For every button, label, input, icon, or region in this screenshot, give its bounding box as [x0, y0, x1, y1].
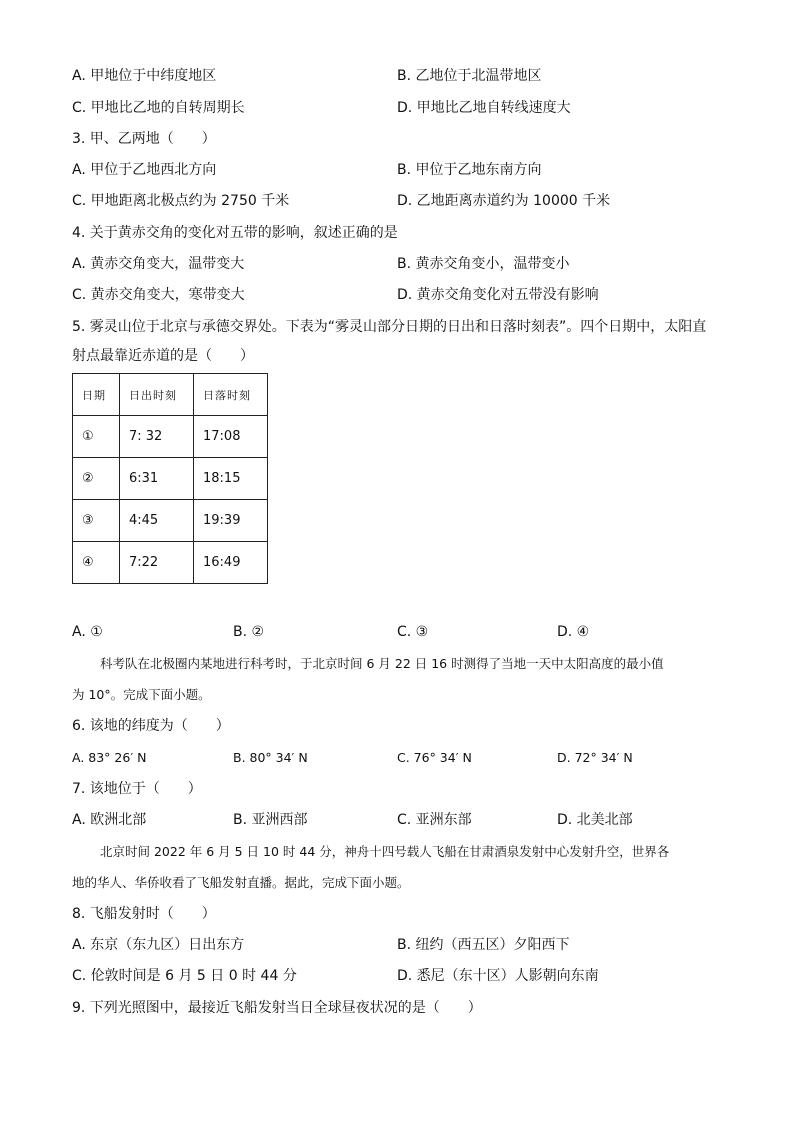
q6-option-a: A. 83° 26′ N — [72, 750, 147, 765]
q5-stem-line2: 射点最靠近赤道的是（ ） — [72, 348, 254, 364]
q5-option-a: A. ① — [72, 624, 103, 640]
material1-line2: 为 10°。完成下面小题。 — [72, 687, 211, 702]
table-cell-date: ③ — [73, 500, 120, 542]
q5-option-d: D. ④ — [557, 624, 590, 640]
q3-option-a: A. 甲位于乙地西北方向 — [72, 162, 217, 178]
q4-stem: 4. 关于黄赤交角的变化对五带的影响，叙述正确的是 — [72, 225, 398, 241]
table-row — [73, 458, 268, 500]
table-cell-sunrise: 6:31 — [120, 458, 194, 500]
table-header-sunrise: 日出时刻 — [120, 374, 194, 416]
q7-option-c: C. 亚洲东部 — [397, 812, 472, 828]
table-row — [73, 416, 268, 458]
table-cell-sunrise: 7: 32 — [120, 416, 194, 458]
q9-stem: 9. 下列光照图中，最接近飞船发射当日全球昼夜状况的是（ ） — [72, 1000, 482, 1016]
table-cell-date: ② — [73, 458, 120, 500]
q3-stem: 3. 甲、乙两地（ ） — [72, 131, 216, 147]
q8-stem: 8. 飞船发射时（ ） — [72, 906, 216, 922]
table-header-sunset: 日落时刻 — [194, 374, 268, 416]
table-cell-date: ④ — [73, 542, 120, 584]
q4-option-d: D. 黄赤交角变化对五带没有影响 — [397, 287, 599, 303]
table-cell-sunrise: 7:22 — [120, 542, 194, 584]
q2-option-a: A. 甲地位于中纬度地区 — [72, 68, 217, 84]
q7-option-b: B. 亚洲西部 — [233, 812, 308, 828]
q5-option-c: C. ③ — [397, 624, 429, 640]
table-row — [73, 542, 268, 584]
q5-option-b: B. ② — [233, 624, 265, 640]
q6-option-b: B. 80° 34′ N — [233, 750, 308, 765]
q8-option-b: B. 纽约（西五区）夕阳西下 — [397, 937, 570, 953]
q4-option-c: C. 黄赤交角变大，寒带变大 — [72, 287, 245, 303]
q6-stem: 6. 该地的纬度为（ ） — [72, 718, 230, 734]
q7-option-d: D. 北美北部 — [557, 812, 633, 828]
table-cell-sunrise: 4:45 — [120, 500, 194, 542]
q2-option-d: D. 甲地比乙地自转线速度大 — [397, 100, 571, 116]
table-cell-sunset: 19:39 — [194, 500, 268, 542]
q4-option-b: B. 黄赤交角变小，温带变小 — [397, 256, 570, 272]
q7-stem: 7. 该地位于（ ） — [72, 781, 202, 797]
material1-line1: 科考队在北极圈内某地进行科考时，于北京时间 6 月 22 日 16 时测得了当地一天中太阳高度的最小值 — [100, 656, 664, 671]
q3-option-c: C. 甲地距离北极点约为 2750 千米 — [72, 193, 290, 209]
q4-option-a: A. 黄赤交角变大，温带变大 — [72, 256, 245, 272]
q3-option-d: D. 乙地距离赤道约为 10000 千米 — [397, 193, 611, 209]
table-cell-sunset: 18:15 — [194, 458, 268, 500]
q8-option-c: C. 伦敦时间是 6 月 5 日 0 时 44 分 — [72, 968, 297, 984]
q8-option-a: A. 东京（东九区）日出东方 — [72, 937, 245, 953]
q5-stem-line1: 5. 雾灵山位于北京与承德交界处。下表为“雾灵山部分日期的日出和日落时刻表”。四个日期中，太阳直 — [72, 319, 707, 335]
q3-option-b: B. 甲位于乙地东南方向 — [397, 162, 542, 178]
material2-line1: 北京时间 2022 年 6 月 5 日 10 时 44 分，神舟十四号载人飞船在甘肃酒泉发射中心发射升空，世界各 — [100, 844, 670, 859]
q8-option-d: D. 悉尼（东十区）人影朝向东南 — [397, 968, 599, 984]
q2-option-c: C. 甲地比乙地的自转周期长 — [72, 100, 245, 116]
table-cell-sunset: 16:49 — [194, 542, 268, 584]
q6-option-d: D. 72° 34′ N — [557, 750, 633, 765]
sunrise-sunset-table — [72, 373, 268, 584]
material2-line2: 地的华人、华侨收看了飞船发射直播。据此，完成下面小题。 — [72, 875, 410, 890]
table-cell-date: ① — [73, 416, 120, 458]
table-cell-sunset: 17:08 — [194, 416, 268, 458]
q7-option-a: A. 欧洲北部 — [72, 812, 147, 828]
q6-option-c: C. 76° 34′ N — [397, 750, 472, 765]
table-row — [73, 500, 268, 542]
table-header-row — [73, 374, 268, 416]
q2-option-b: B. 乙地位于北温带地区 — [397, 68, 542, 84]
table-header-date: 日期 — [73, 374, 120, 416]
